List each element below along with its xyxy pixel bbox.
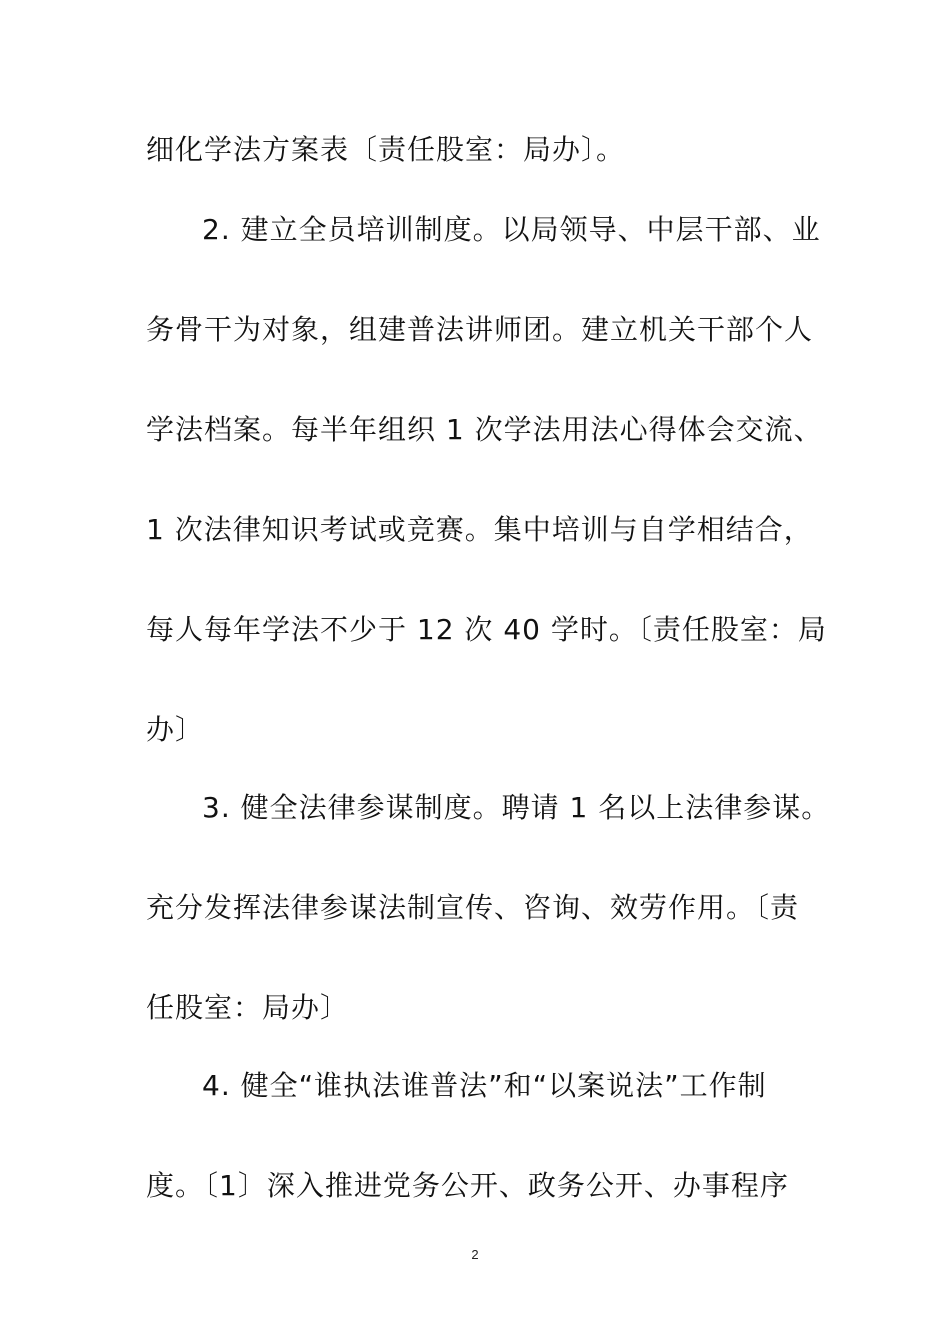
text-line: 每人每年学法不少于 12 次 40 学时。〔责任股室：局 bbox=[146, 613, 827, 646]
text-line: 细化学法方案表〔责任股室：局办〕。 bbox=[146, 133, 626, 166]
text-line: 1 次法律知识考试或竞赛。集中培训与自学相结合， bbox=[146, 513, 813, 546]
text-line: 务骨干为对象，组建普法讲师团。建立机关干部个人 bbox=[146, 313, 814, 346]
text-line: 办〕 bbox=[146, 713, 205, 746]
paragraph-4-start: 4. 健全“谁执法谁普法”和“以案说法”工作制 bbox=[202, 1069, 767, 1102]
text-line: 度。〔1〕深入推进党务公开、政务公开、办事程序 bbox=[146, 1169, 789, 1202]
page-number: 2 bbox=[471, 1247, 479, 1262]
text-line: 学法档案。每半年组织 1 次学法用法心得体会交流、 bbox=[146, 413, 823, 446]
text-line: 充分发挥法律参谋法制宣传、咨询、效劳作用。〔责 bbox=[146, 891, 800, 924]
paragraph-2-start: 2. 建立全员培训制度。以局领导、中层干部、业 bbox=[202, 213, 821, 246]
text-line: 任股室：局办〕 bbox=[146, 991, 350, 1024]
paragraph-3-start: 3. 健全法律参谋制度。聘请 1 名以上法律参谋。 bbox=[202, 791, 831, 824]
